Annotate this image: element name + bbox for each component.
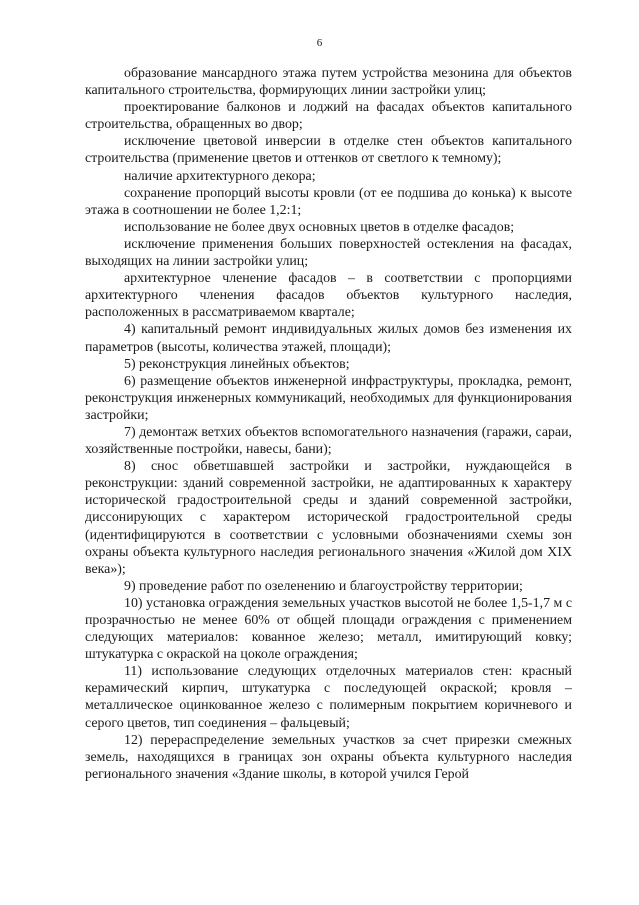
paragraph-item-6: 6) размещение объектов инженерной инфраструктуры, прокладка, ремонт, реконструкция инженерных коммуникаций, необходимых для функционирования застройки; — [85, 373, 572, 423]
paragraph-item-4: 4) капитальный ремонт индивидуальных жилых домов без изменения их параметров (высоты, количества этажей, площади); — [85, 322, 572, 355]
paragraph-item-12: 12) перераспределение земельных участков за счет прирезки смежных земель, находящихся в границах зон охраны объекта культурного наследия регионального значения «Здание школы, в которой учился Герой — [85, 732, 572, 782]
paragraph-item-11: 11) использование следующих отделочных материалов стен: красный керамический кирпич, штукатурка с последующей окраской; кровля – металлическое оцинкованное железо с полимерным покрытием коричневого и серого цветов, тип соединения – фальцевый; — [85, 664, 572, 731]
paragraph-item-10: 10) установка ограждения земельных участков высотой не более 1,5-1,7 м с прозрачностью не менее 60% от общей площади ограждения с применением следующих материалов: кованное железо; металл, имитирующий ковку; штукатурка с окраской на цоколе ограждения; — [85, 595, 572, 663]
paragraph-mansard-floor: образование мансардного этажа путем устройства мезонина для объектов капитального строительства, формирующих линии застройки улиц; — [85, 66, 572, 99]
paragraph-item-7: 7) демонтаж ветхих объектов вспомогательного назначения (гаражи, сараи, хозяйственные постройки, навесы, бани); — [85, 424, 572, 458]
paragraph-item-5: 5) реконструкция линейных объектов; — [124, 356, 350, 372]
paragraph-architectural-decor: наличие архитектурного декора; — [124, 168, 316, 184]
paragraph-item-8: 8) снос обветшавшей застройки и застройки, нуждающейся в реконструкции: зданий современной застройки, не адаптированных к характеру исторической градостроительной среды и зданий современной застройки, диссонирующих с характером исторической градостроительной среды (идентифицируются в соответствии с условными обозначениями схемы зон охраны объекта культурного наследия регионального значения «Жилой дом XIX века»); — [85, 459, 572, 577]
page-number: 6 — [316, 37, 323, 49]
paragraph-glazing: исключение применения больших поверхностей остекления на фасадах, выходящих на линии застройки улиц; — [85, 236, 572, 270]
paragraph-item-9: 9) проведение работ по озеленению и благоустройству территории; — [124, 578, 523, 594]
paragraph-color-inversion: исключение цветовой инверсии в отделке стен объектов капитального строительства (применение цветов и оттенков от светлого к темному); — [85, 134, 572, 167]
paragraph-balconies: проектирование балконов и лоджий на фасадах объектов капитального строительства, обращенных во двор; — [85, 100, 572, 133]
paragraph-facade-division: архитектурное членение фасадов – в соответствии с пропорциями архитектурного членения фасадов объектов культурного наследия, расположенных в рассматриваемом квартале; — [85, 271, 572, 321]
document-body — [85, 65, 572, 783]
paragraph-roof-proportions: сохранение пропорций высоты кровли (от ее подшива до конька) к высоте этажа в соотношении не более 1,2:1; — [85, 185, 572, 218]
paragraph-facade-colors: использование не более двух основных цветов в отделке фасадов; — [124, 219, 515, 235]
